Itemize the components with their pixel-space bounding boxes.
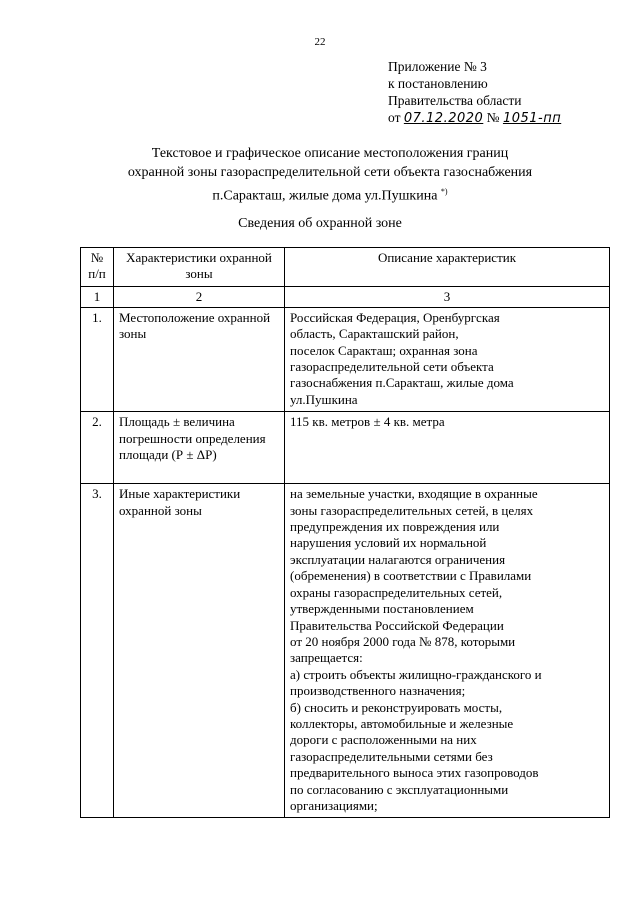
desc-line: нарушения условий их нормальной xyxy=(290,535,487,551)
desc-line: предупреждения их повреждения или xyxy=(290,519,500,535)
protection-zone-table xyxy=(80,247,610,818)
column-number-1: 1 xyxy=(81,286,114,307)
column-number-3: 3 xyxy=(285,286,610,307)
desc-line: организациями; xyxy=(290,797,378,813)
desc-line: а) строить объекты жилищно-гражданского и xyxy=(290,666,542,682)
header-description: Описание характеристик xyxy=(285,248,610,287)
appendix-header xyxy=(388,58,561,127)
desc-line: охраны газораспределительных сетей, xyxy=(290,584,503,600)
number-sign: № xyxy=(486,110,500,125)
row-characteristic: Местоположение охранной зоны xyxy=(114,307,285,411)
handwritten-number: 1051-пп xyxy=(502,111,562,126)
appendix-line-2: к постановлению xyxy=(388,76,488,91)
desc-line: по согласованию с эксплуатационными xyxy=(290,781,509,797)
desc-line: дороги с расположенными на них xyxy=(290,732,477,748)
table-column-number-row xyxy=(81,286,610,307)
date-prefix: от xyxy=(388,110,401,125)
handwritten-date: 07.12.2020 xyxy=(403,111,484,126)
desc-line: эксплуатации налагаются ограничения xyxy=(290,551,506,567)
desc-line: 115 кв. метров ± 4 кв. метра xyxy=(290,414,445,430)
desc-line: предварительного выноса этих газопроводов xyxy=(290,765,539,781)
row-characteristic: Иные характеристики охранной зоны xyxy=(114,484,285,818)
title-line-2: охранной зоны газораспределительной сети объекта газоснабжения xyxy=(127,165,533,180)
desc-line: от 20 ноября 2000 года № 878, которыми xyxy=(290,633,516,649)
desc-line: Российская Федерация, Оренбургская xyxy=(290,309,500,325)
desc-line: газоснабжения п.Саракташ, жилые дома xyxy=(290,375,514,391)
table-row xyxy=(81,412,610,484)
page-number: 22 xyxy=(314,36,326,48)
title-line-3-text: п.Саракташ, жилые дома ул.Пушкина xyxy=(212,188,438,204)
table-row xyxy=(81,307,610,411)
document-title xyxy=(100,144,560,206)
desc-line: газораспределительными сетями без xyxy=(290,748,493,764)
desc-line: ул.Пушкина xyxy=(290,391,358,407)
desc-line: газораспределительной сети объекта xyxy=(290,359,494,375)
title-line-3 xyxy=(100,182,560,206)
row-characteristic: Площадь ± величина погрешности определения площади (Р ± ΔР) xyxy=(114,412,285,484)
appendix-date-line xyxy=(388,109,561,127)
row-number: 1. xyxy=(81,307,114,411)
desc-line: зоны газораспределительных сетей, в целях xyxy=(290,502,534,518)
appendix-line-1: Приложение № 3 xyxy=(388,59,487,74)
desc-line: Правительства Российской Федерации xyxy=(290,617,504,633)
header-num: № п/п xyxy=(81,248,114,287)
row-description xyxy=(285,412,610,484)
row-number: 2. xyxy=(81,412,114,484)
desc-line: на земельные участки, входящие в охранные xyxy=(290,486,538,502)
footnote-mark: *) xyxy=(440,187,448,196)
column-number-2: 2 xyxy=(114,286,285,307)
table-row xyxy=(81,484,610,818)
desc-line: запрещается: xyxy=(290,650,363,666)
header-characteristic: Характеристики охранной зоны xyxy=(114,248,285,287)
desc-line: область, Саракташский район, xyxy=(290,326,459,342)
row-description xyxy=(285,484,610,818)
desc-line: утвержденными постановлением xyxy=(290,601,474,617)
title-line-1: Текстовое и графическое описание местоположения границ xyxy=(151,146,509,161)
table-header-row xyxy=(81,248,610,287)
desc-line: б) сносить и реконструировать мосты, xyxy=(290,699,503,715)
desc-line: поселок Саракташ; охранная зона xyxy=(290,342,478,358)
desc-line: производственного назначения; xyxy=(290,683,466,699)
row-number: 3. xyxy=(81,484,114,818)
desc-line: коллекторы, автомобильные и железные xyxy=(290,715,514,731)
row-description xyxy=(285,307,610,411)
appendix-line-3: Правительства области xyxy=(388,93,522,108)
section-subtitle: Сведения об охранной зоне xyxy=(238,216,402,231)
desc-line: (обременения) в соответствии с Правилами xyxy=(290,568,532,584)
